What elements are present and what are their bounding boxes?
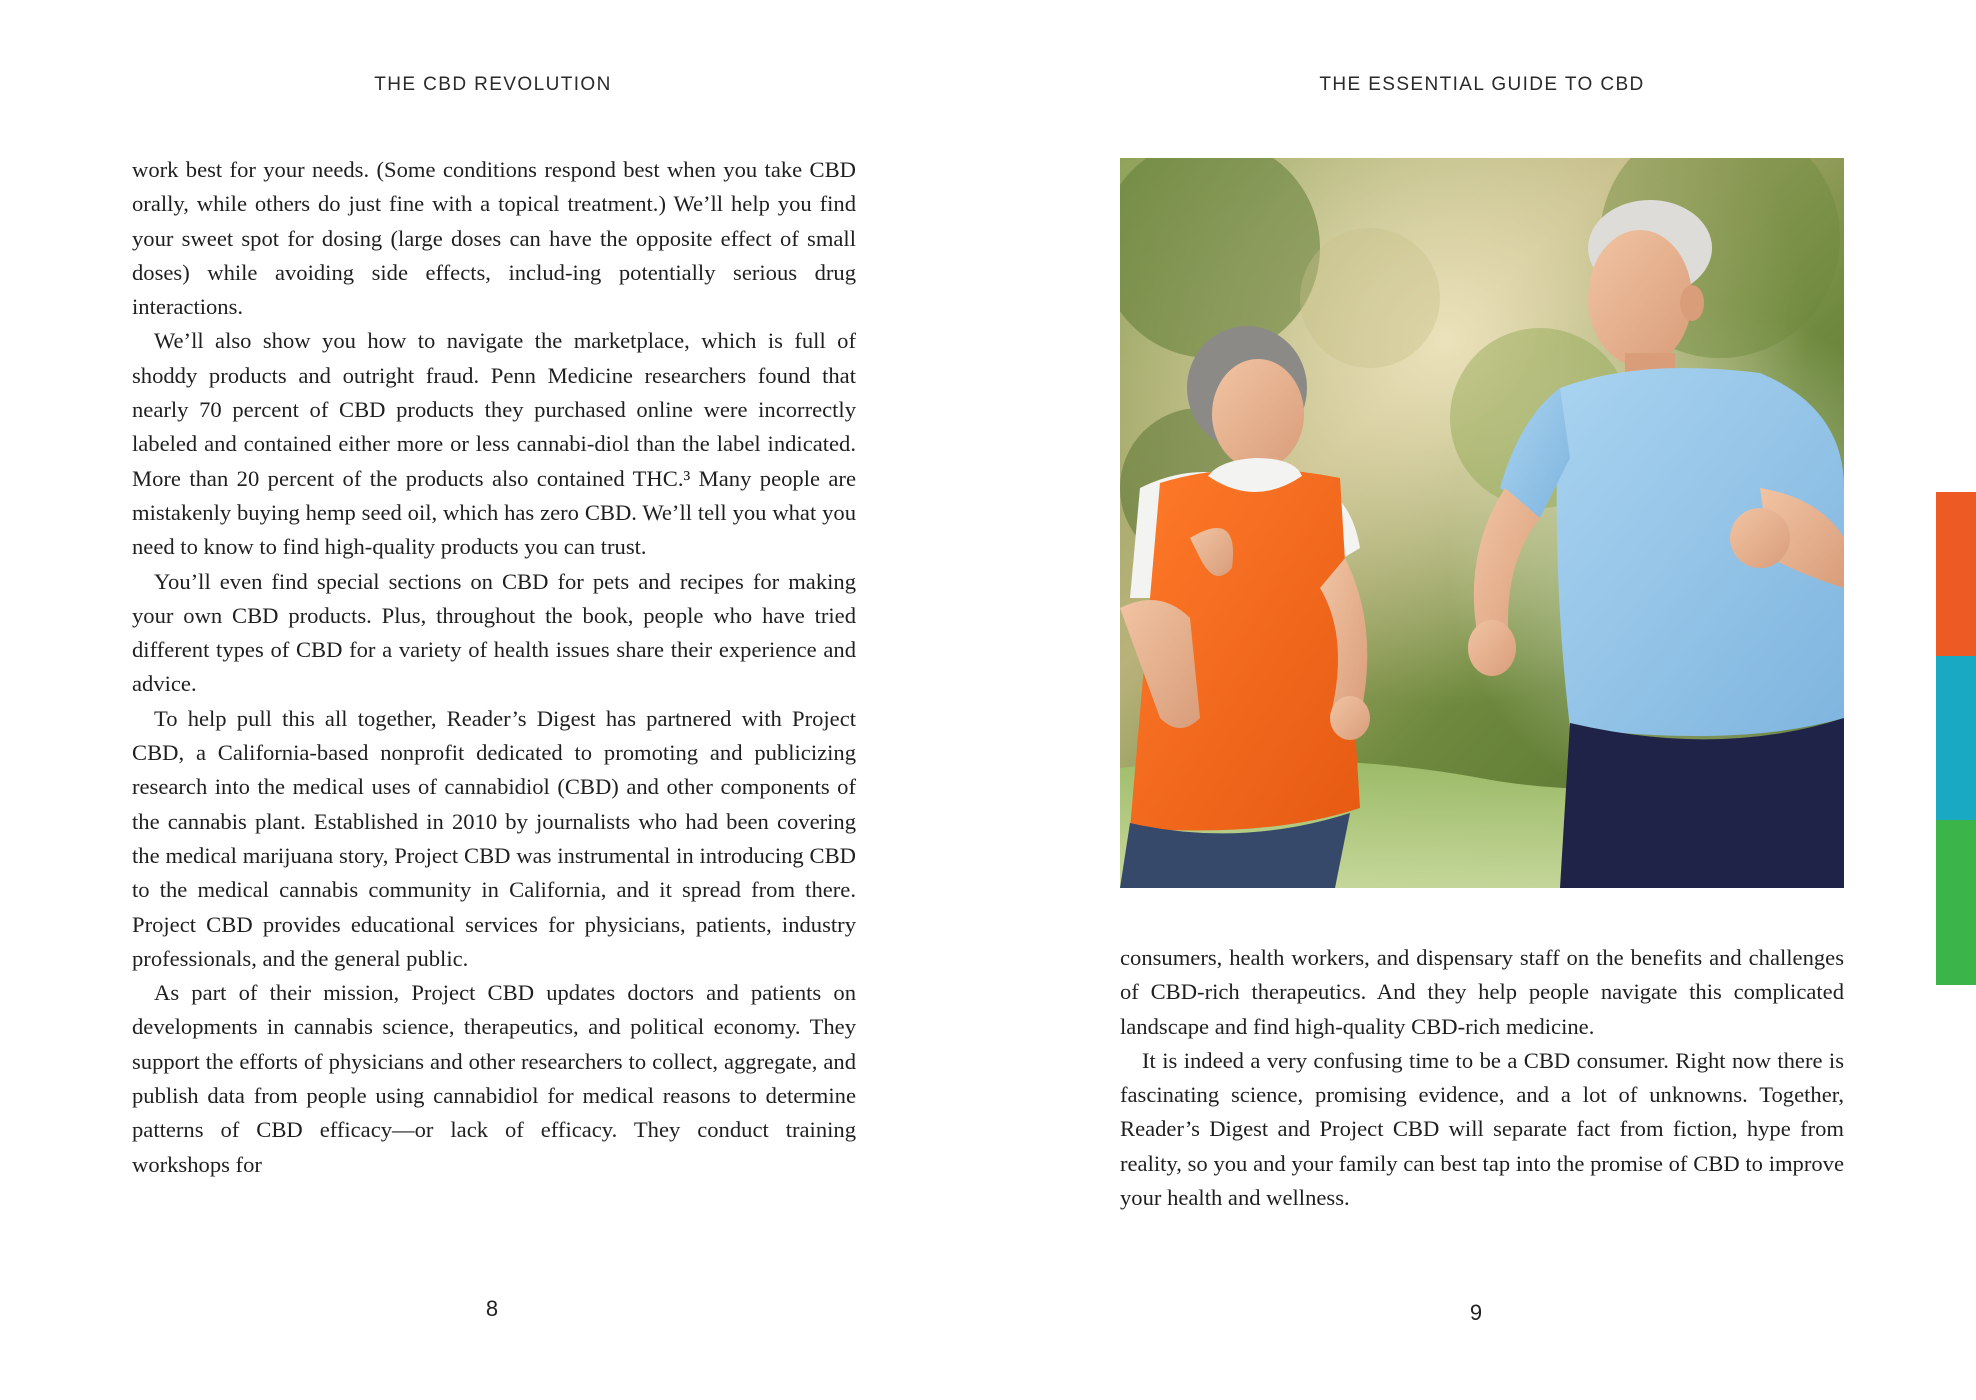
left-body-text bbox=[132, 153, 856, 1182]
right-body-text bbox=[1120, 941, 1844, 1215]
orange-section-tab bbox=[1936, 492, 1976, 656]
right-page bbox=[988, 0, 1976, 1400]
teal-section-tab bbox=[1936, 656, 1976, 820]
left-running-head bbox=[0, 74, 988, 96]
jogging-couple-photo bbox=[1120, 158, 1844, 888]
right-page-number: 9 bbox=[1469, 1300, 1483, 1325]
right-paragraph-2: It is indeed a very confusing time to be a CBD consumer. Right now there is fascinating science, promising evidence, and a lot of unknowns. Together, Reader’s Digest and Project CBD will separate fact from fiction, hype from reality, so you and your family can best tap into the promise of CBD to improve your health and wellness. bbox=[1120, 1047, 1844, 1211]
section-tabs bbox=[1936, 492, 1976, 985]
left-page-number: 8 bbox=[485, 1296, 499, 1321]
left-paragraph-2: We’ll also show you how to navigate the marketplace, which is full of shoddy products and outright fraud. Penn Medicine researchers found that nearly 70 percent of CBD products they purchased online were incorrectly labeled and contained either more or less cannabi-diol than the label indicated. More than 20 percent of the products also contained THC.³ Many people are mistakenly buying hemp seed oil, which has zero CBD. We’ll tell you what you need to know to find high-quality products you can trust. bbox=[132, 328, 856, 560]
left-paragraph-1: work best for your needs. (Some conditions respond best when you take CBD orally, while others do just fine with a topical treatment.) We’ll help you find your sweet spot for dosing (large doses can have the opposite effect of small doses) while avoiding side effects, includ-ing potentially serious drug interactions. bbox=[132, 157, 856, 320]
left-paragraph-3: You’ll even find special sections on CBD for pets and recipes for making your own CBD products. Plus, throughout the book, people who have tried different types of CBD for a variety of health issues share their experience and advice. bbox=[132, 568, 856, 697]
left-paragraph-4: To help pull this all together, Reader’s Digest has partnered with Project CBD, a California-based nonprofit dedicated to promoting and publicizing research into the medical uses of cannabidiol (CBD) and other components of the cannabis plant. Established in 2010 by journalists who had been covering the medical marijuana story, Project CBD was instrumental in introducing CBD to the medical cannabis community in California, and it spread from there. Project CBD provides educational services for physicians, patients, industry professionals, and the general public. bbox=[132, 705, 856, 971]
right-running-head bbox=[988, 74, 1976, 96]
green-section-tab bbox=[1936, 820, 1976, 985]
left-running-head-text: THE CBD REVOLUTION bbox=[374, 74, 612, 95]
right-paragraph-1: consumers, health workers, and dispensary staff on the benefits and challenges of CBD-rich therapeutics. And they help people navigate this complicated landscape and find high-quality CBD-rich medicine. bbox=[1120, 945, 1844, 1039]
left-paragraph-5: As part of their mission, Project CBD updates doctors and patients on developments in cannabis science, therapeutics, and political economy. They support the efforts of physicians and other researchers to collect, aggregate, and publish data from people using cannabidiol for medical reasons to determine patterns of CBD efficacy—or lack of efficacy. They conduct training workshops for bbox=[132, 980, 856, 1177]
right-running-head-text: THE ESSENTIAL GUIDE TO CBD bbox=[1319, 74, 1645, 95]
